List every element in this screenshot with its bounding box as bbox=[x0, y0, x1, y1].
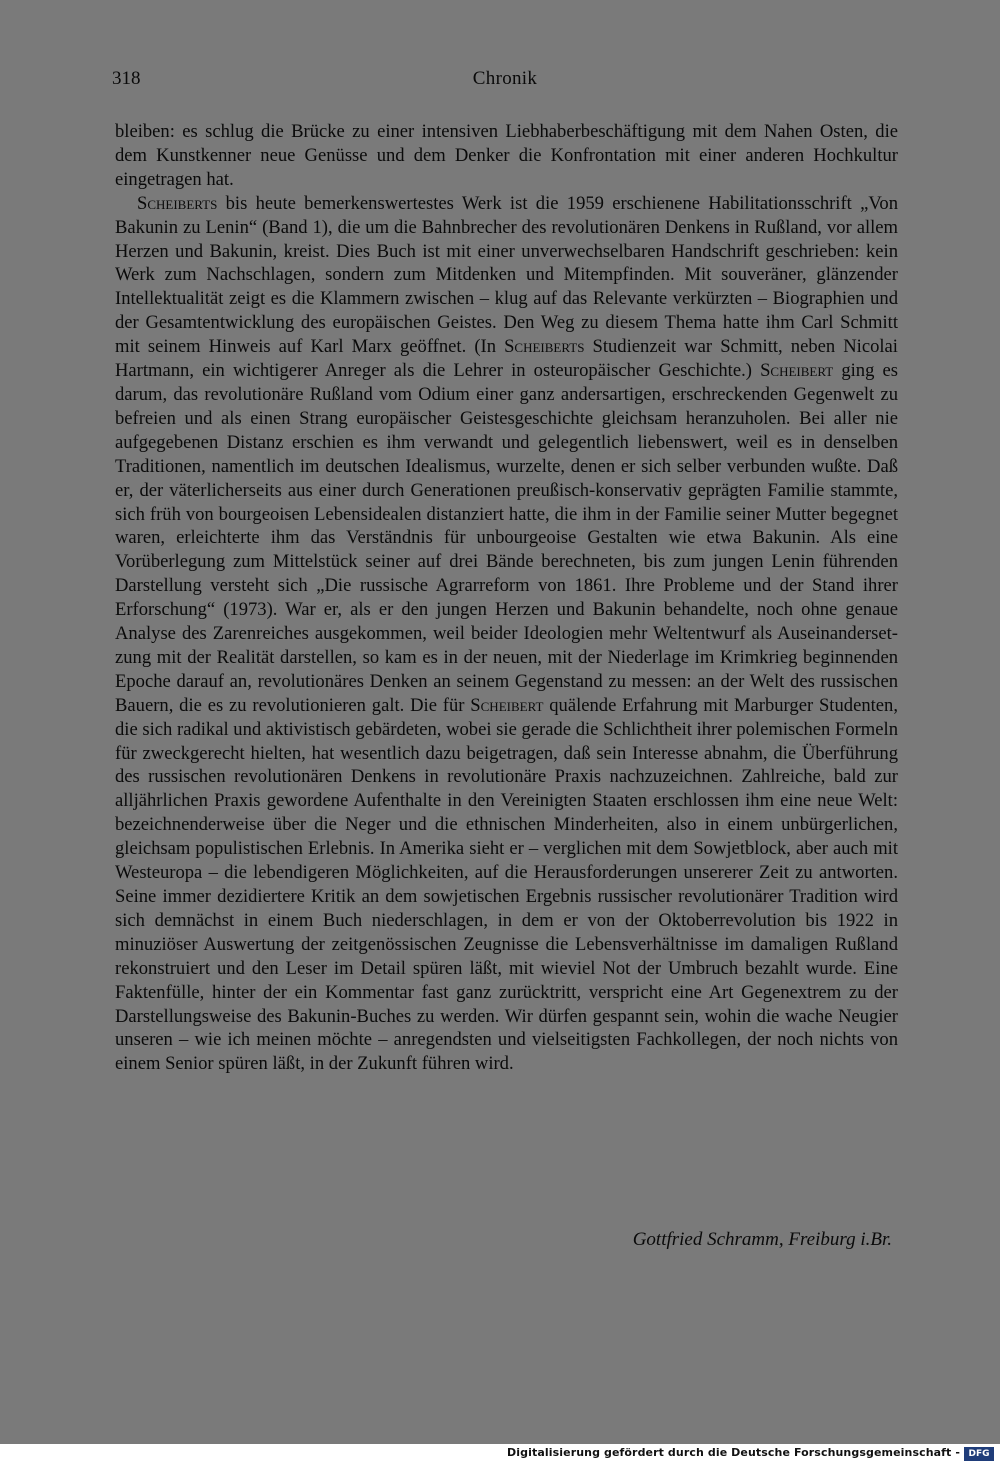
dfg-logo-icon: DFG bbox=[964, 1447, 994, 1461]
author-name-smallcaps: Scheibert bbox=[760, 360, 834, 382]
page-header bbox=[112, 68, 898, 96]
running-title: Chronik bbox=[472, 68, 538, 89]
author-signature: Gottfried Schramm, Freiburg i.Br. bbox=[632, 1229, 892, 1250]
funding-note: Digitalisierung gefördert durch die Deutsche Forschungsgemeinschaft - bbox=[507, 1446, 960, 1459]
article-body bbox=[115, 120, 898, 1076]
paragraph-2-text-c: ging es darum, das revolutionäre Rußland vom Odium einer ganz andersartigen, erschreckenden Gegenwelt zu befreien und als einen Strang europäischer Geistesgeschichte gleichsam heranzuholen. Bei aller nie aufgegebenen Distanz erschien es ihm verwandt und gelegentlich liebenswert, weil es in denselben Traditionen, namentlich im deutschen Idealismus, wurzelte, denen er sich selber verbunden wußte. Daß er, der väterlicherseits aus einer durch Generationen preußisch-konservativ geprägten Familie stammte, sich früh von bourgeoisen Lebensidealen distanziert hatte, die ihm in der Familie seiner Mutter begegnet waren, erleichterte ihm das Verständnis für unbourgeoise Gestalten wie etwa Bakunin. Als eine Vorüberlegung zum Mittelstück seiner auf drei Bände berechneten, bis zum jungen Lenin führenden Darstellung versteht sich „Die russische Agrarreform von 1861. Ihre Probleme und der Stand ihrer Erforschung“ (1973). War er, als er den jungen Herzen und Bakunin behandelte, noch ohne genaue Analyse des Zarenreiches ausgekommen, weil beider Ideologien mehr Weltentwurf als Auseinandersetzung mit der Realität darstellen, so kam es in der neuen, mit der Niederlage im Krimkrieg beginnenden Epoche darauf an, revolutionäres Denken an seinem Gegenstand zu messen: an der Welt des russischen Bauern, die es zu revolutionieren galt. Die für bbox=[115, 360, 898, 716]
paragraph-2-text-a: bis heute bemerkenswertestes Werk ist die 1959 erschienene Habilitationsschrift „Von Bakunin zu Lenin“ (Band 1), die um die Bahnbrecher des revolutionären Denkens in Rußland, vor allem Herzen und Bakunin, kreist. Dies Buch ist mit einer unverwechselbaren Handschrift geschrieben: kein Werk zum Nachschlagen, sondern zum Mitdenken und Mitempfinden. Mit souveräner, glänzender Intellektualität zeigt es die Klammern zwischen – klug auf das Relevante verkürzten – Biographien und der Gesamtentwicklung des europäischen Geistes. Den Weg zu diesem Thema hatte ihm Carl Schmitt mit seinem Hinweis auf Karl Marx geöffnet. (In bbox=[115, 192, 898, 358]
paragraph-2-text-b: Studienzeit war Schmitt, neben Nicolai Hartmann, ein wichtigerer Anreger als die Lehrer in osteuropäischer Geschichte.) bbox=[115, 336, 898, 382]
author-name-smallcaps: Scheibert bbox=[470, 694, 544, 716]
author-name-smallcaps: Scheiberts bbox=[137, 192, 218, 214]
paragraph-2 bbox=[115, 192, 898, 1077]
paragraph-2-text-d: quälende Erfahrung mit Marburger Studenten, die sich radikal und aktivistisch gebärdeten, wobei sie gerade die Schlichtheit ihrer polemischen Formeln für zweckgerecht hielten, hat wesentlich dazu beigetragen, daß sein Interesse abnahm, die Überführung des russischen revolutionären Denkens in revolutionäre Praxis nachzuzeichnen. Zahlreiche, bald zur alljährlichen Praxis gewordene Aufenthalte in den Vereinigten Staaten erschlossen ihm eine neue Welt: bezeichnenderweise über die Neger und die ethnischen Minderheiten, also in einem unbürgerlichen, gleichsam populistischen Erlebnis. In Amerika sieht er – verglichen mit dem Sowjetblock, aber auch mit Westeuropa – die lebendigeren Möglichkeiten, auf die Herausforderungen unsererer Zeit zu antworten. Seine immer dezidiertere Kritik an dem sowjetischen Ergebnis russischer revolutionärer Tradition wird sich demnächst in einem Buch niederschlagen, in dem er von der Oktoberrevolution bis 1922 in minuziöser Auswertung der zeitgenössischen Zeugnisse die Lebensverhältnisse im damaligen Rußland rekonstruiert und den Leser im Detail spüren läßt, mit wieviel Not der Umbruch bezahlt wurde. Eine Faktenfülle, hinter der ein Kommentar fast ganz zurücktritt, verspricht eine Art Gegenextrem zu der Darstellungsweise des Bakunin-Buches zu werden. Wir dürfen gespannt sein, wohin die wache Neugier unseren – wie ich meinen möchte – anregendsten und vielseitigsten Fachkollegen, der noch nichts von einem Senior spüren läßt, in der Zukunft führen wird. bbox=[115, 694, 898, 1075]
footer-bar bbox=[0, 1444, 1000, 1464]
page-number: 318 bbox=[112, 68, 141, 89]
paragraph-1: bleiben: es schlug die Brücke zu einer intensiven Liebhaberbeschäftigung mit dem Nahen Osten, die dem Kunstkenner neue Genüsse und dem Denker die Konfrontation mit einer anderen Hochkultur eingetragen hat. bbox=[115, 121, 898, 190]
author-name-smallcaps: Scheiberts bbox=[504, 336, 585, 358]
